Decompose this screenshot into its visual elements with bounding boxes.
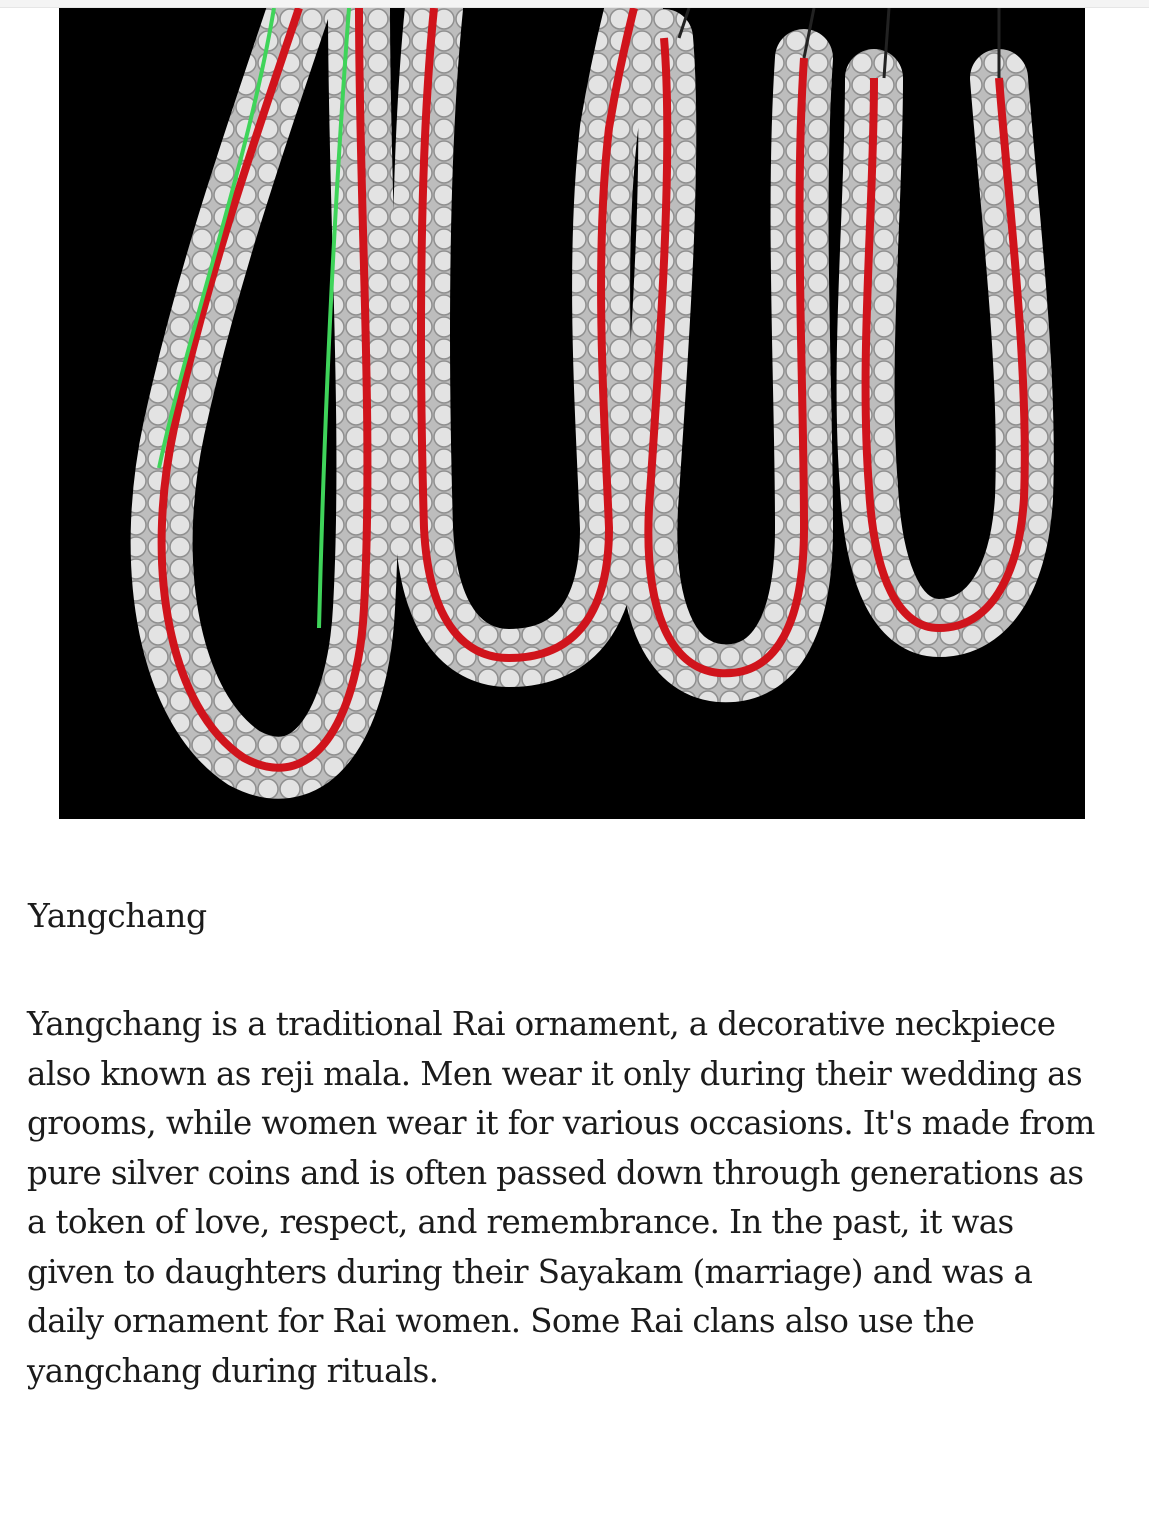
necklace-3 <box>648 8 814 673</box>
article-title: Yangchang <box>28 896 207 935</box>
necklaces-illustration <box>59 8 1085 819</box>
yangchang-photo <box>59 8 1085 819</box>
necklace-4 <box>866 8 1025 628</box>
top-bar <box>0 0 1149 8</box>
necklace-1 <box>159 8 367 768</box>
necklace-2 <box>421 8 634 658</box>
article-body: Yangchang is a traditional Rai ornament, a decorative neckpiece also known as reji mala. Men wear it only during their wedding as grooms, while women wear it for various occasions. It's made from pure silver coins and is often passed down through generations as a token of love, respect, and remembrance. In the past, it was given to daughters during their Sayakam (marriage) and was a daily ornament for Rai women. Some Rai clans also use the yangchang during rituals. <box>27 1005 1095 1390</box>
